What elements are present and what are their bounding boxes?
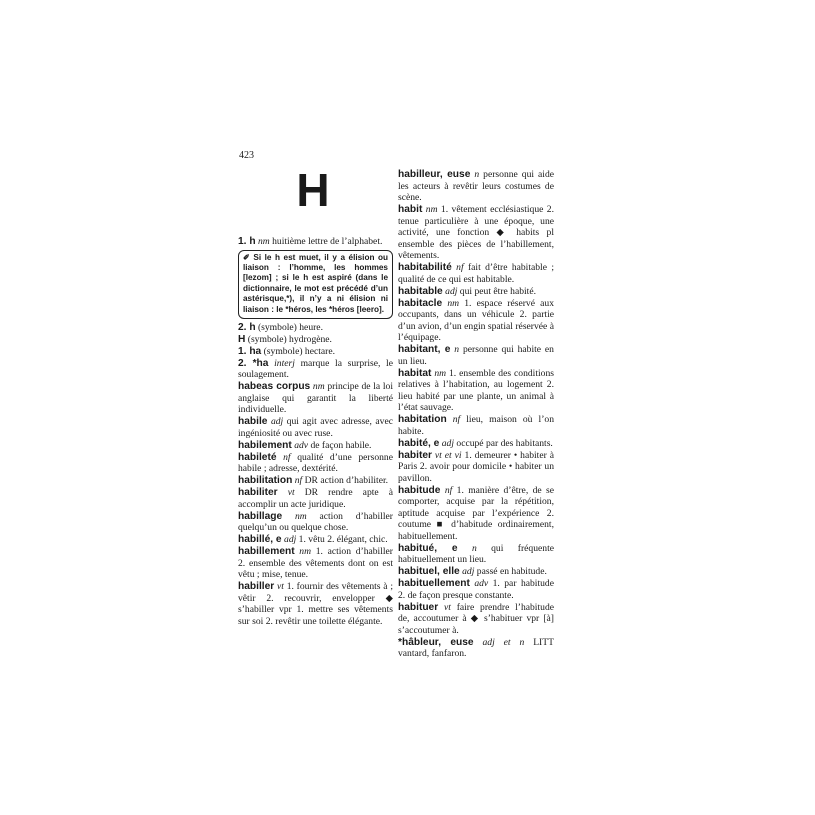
dictionary-entry: [238, 487, 393, 510]
dictionary-entry: [238, 440, 393, 452]
dictionary-entry: [398, 414, 554, 437]
headword: habit: [398, 204, 423, 215]
headword: H: [238, 333, 246, 345]
definition: LITT vantard, fanfaron.: [398, 636, 554, 659]
dictionary-entry: [238, 511, 393, 534]
grammar-tag: adv: [294, 439, 309, 451]
headword: habillage: [238, 510, 283, 522]
definition: action d’habiller quelqu’un ou quelque chose.: [238, 510, 394, 534]
headword: habilitation: [238, 475, 293, 487]
dictionary-entry: [238, 381, 393, 416]
definition: 1. action d’habiller 2. ensemble des vêtements dont on est vêtu ; mise, tenue.: [238, 546, 393, 581]
grammar-tag: vt: [277, 581, 284, 593]
definition: occupé par des habitants.: [454, 437, 553, 449]
dictionary-entry: [238, 452, 393, 475]
dictionary-entry: [238, 358, 393, 381]
dictionary-entry: [398, 286, 554, 298]
grammar-tag: adj: [445, 285, 458, 297]
dictionary-entry: [398, 602, 554, 637]
headword: habitable: [398, 285, 443, 297]
dictionary-entry: [398, 438, 554, 450]
dictionary-entry: [398, 262, 554, 285]
dictionary-entry: [398, 298, 554, 344]
definition: 1. vêtement ecclésiastique 2. tenue particulière à une époque, une activité, une fonction ◆ habits pl ensemble des pièces de l’habillement, vêtements.: [398, 204, 554, 261]
headword: habitacle: [398, 297, 443, 309]
grammar-tag: adj: [270, 416, 284, 428]
dictionary-entry: [398, 485, 554, 543]
definition: qualité d’une personne habile ; adresse, dextérité.: [238, 451, 393, 475]
definition: personne qui aide les acteurs à revêtir leurs costumes de scène.: [398, 169, 554, 203]
definition: 1. par habitude 2. de façon presque constante.: [398, 578, 554, 601]
entry-list: [398, 169, 554, 660]
dictionary-entry: [398, 344, 554, 367]
dictionary-entry: [398, 543, 554, 566]
definition: personne qui habite en un lieu.: [398, 344, 554, 367]
dictionary-entry: [238, 346, 393, 358]
dictionary-entry: [238, 322, 393, 334]
definition: fait d’être habitable ; qualité de ce qui est habitable.: [398, 262, 554, 285]
definition: 1. ensemble des conditions relatives à l’habitation, au logement 2. lieu habité par une plante, un animal à l’état sauvage.: [398, 367, 554, 413]
grammar-tag: n: [474, 169, 480, 180]
headword: habituel, elle: [398, 566, 460, 577]
definition: DR rendre apte à accomplir un acte juridique.: [238, 487, 393, 510]
headword: habiter: [398, 449, 432, 461]
headword: *hâbleur, euse: [398, 636, 474, 648]
definition: 1. fournir des vêtements à ; vêtir 2. recouvrir, envelopper ◆ s’habiller vpr 1. mettre ses vêtements sur soi 2. revêtir une toilette élégante.: [238, 581, 393, 627]
grammar-tag: adj et n: [482, 636, 525, 648]
usage-note-box: ✐ Si le h est muet, il y a élision ou liaison : l’homme, les hommes [lezom] ; si le h est aspiré (dans le dictionnaire, le mot est précédé d’un astérisque,*), il n’y a ni élision ni liaison : le *héros, les *héros [leero].: [238, 250, 393, 319]
headword: 1. ha: [238, 345, 262, 357]
headword: habilleur, euse: [398, 169, 471, 180]
grammar-tag: nf: [294, 475, 303, 487]
grammar-tag: adj: [441, 437, 454, 449]
headword: habiller: [238, 581, 275, 593]
headword: habituellement: [398, 578, 470, 589]
dictionary-entry: [238, 546, 393, 581]
grammar-tag: adv: [474, 578, 489, 589]
dictionary-entry: [238, 581, 393, 627]
definition: marque la surprise, le soulagement.: [238, 357, 393, 381]
headword: 1. h: [238, 236, 256, 247]
grammar-tag: nf: [444, 484, 453, 496]
definition: 1. espace réservé aux occupants, dans un véhicule 2. partie d’un avion, d’un engin spatial réservée à l’équipage.: [398, 297, 554, 343]
grammar-tag: nf: [452, 414, 461, 425]
dictionary-entry: [398, 169, 554, 204]
definition: passé en habitude.: [474, 566, 547, 577]
definition: principe de la loi anglaise qui garantit la liberté individuelle.: [238, 381, 393, 416]
grammar-tag: adj: [462, 566, 475, 577]
definition: 1. demeurer • habiter à Paris 2. avoir pour domicile • habiter un pavillon.: [398, 449, 554, 484]
grammar-tag: nm: [434, 367, 447, 379]
definition: 1. manière d’être, de se comporter, acquise par la répétition, aptitude acquise par l’expérience 2. coutume ■ d’habitude ordinairement, habituellement.: [398, 484, 554, 542]
dictionary-entry: [238, 475, 393, 487]
grammar-tag: nm: [312, 381, 325, 393]
dictionary-entry: [398, 368, 554, 414]
dictionary-entry: [398, 450, 554, 485]
grammar-tag: vt et vi: [434, 449, 462, 461]
right-column: [398, 169, 554, 660]
definition: (symbole) hydrogène.: [245, 333, 332, 345]
headword: habileté: [238, 451, 277, 463]
grammar-tag: nm: [294, 510, 307, 522]
grammar-tag: n: [454, 344, 460, 355]
definition: huitième lettre de l’alphabet.: [269, 236, 383, 247]
dictionary-entry: [238, 334, 393, 346]
section-letter: H: [296, 164, 330, 216]
headword: 2. h: [238, 321, 256, 333]
definition: qui agit avec adresse, avec ingéniosité ou avec ruse.: [238, 416, 393, 439]
headword: habitant, e: [398, 344, 451, 355]
headword: habitation: [398, 414, 447, 425]
grammar-tag: interj: [274, 357, 295, 369]
dictionary-entry: [238, 534, 393, 546]
definition: de façon habile.: [308, 439, 372, 451]
headword: 2. *ha: [238, 357, 269, 369]
grammar-tag: nm: [257, 236, 270, 247]
headword: habile: [238, 416, 268, 428]
left-column: [238, 236, 393, 628]
grammar-tag: nm: [425, 204, 438, 215]
grammar-tag: nm: [299, 546, 312, 558]
definition: 1. vêtu 2. élégant, chic.: [296, 534, 388, 546]
grammar-tag: n: [471, 542, 477, 554]
dictionary-entry: [238, 236, 393, 248]
grammar-tag: nf: [283, 451, 291, 463]
headword: habituer: [398, 601, 439, 613]
grammar-tag: adj: [284, 534, 297, 546]
definition: (symbole) heure.: [255, 321, 323, 333]
headword: habilement: [238, 439, 292, 451]
page-number: 423: [239, 150, 254, 161]
dictionary-entry: [398, 566, 554, 578]
grammar-tag: nf: [456, 262, 464, 273]
grammar-tag: vt: [287, 487, 295, 499]
headword: habitué, e: [398, 542, 458, 554]
grammar-tag: nm: [447, 297, 460, 309]
definition: DR action d’habiliter.: [302, 475, 389, 487]
definition: lieu, maison où l’on habite.: [398, 414, 554, 437]
definition: qui fréquente habituellement un lieu.: [398, 542, 554, 565]
headword: habiliter: [238, 487, 278, 499]
definition: qui peut être habité.: [457, 285, 536, 297]
grammar-tag: vt: [443, 601, 451, 613]
headword: habitat: [398, 367, 432, 379]
headword: habitude: [398, 484, 441, 496]
headword: habillement: [238, 546, 295, 558]
definition: faire prendre l’habitude de, accoutumer à ◆ s’habituer vpr [à] s’accoutumer à.: [398, 601, 554, 636]
headword: habitabilité: [398, 262, 452, 273]
headword: habillé, e: [238, 534, 282, 546]
dictionary-entry: [238, 416, 393, 439]
dictionary-entry: [398, 637, 554, 660]
definition: (symbole) hectare.: [261, 345, 336, 357]
dictionary-entry: [398, 204, 554, 262]
dictionary-entry: [398, 578, 554, 601]
headword: habité, e: [398, 437, 440, 449]
headword: habeas corpus: [238, 381, 311, 393]
entry-list: [238, 322, 393, 628]
